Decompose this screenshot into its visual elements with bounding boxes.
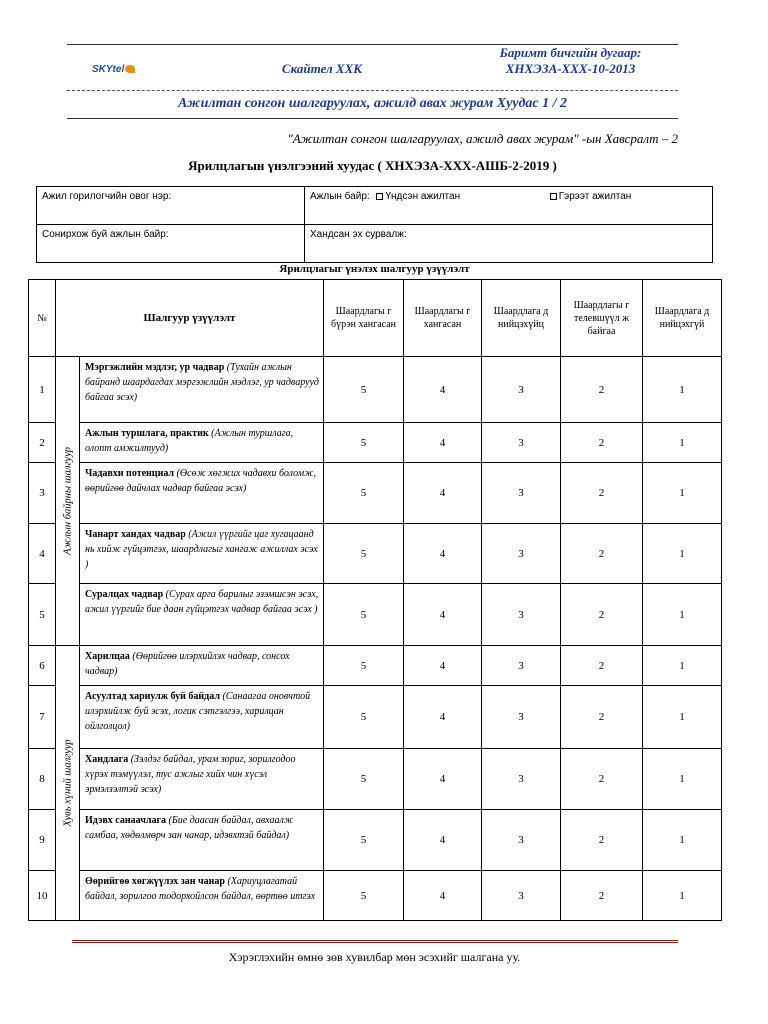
score-option[interactable]: 1 [643,810,722,871]
criterion-title: Чанарт хандах чадвар [85,529,186,540]
criterion-description [80,463,324,524]
criterion-detail: (Тухайн ажлын байранд шаардагдах мэргэжлийн мэдлэг, ур чадварууд байгаа эсэх) [85,362,319,403]
score-option[interactable]: 3 [482,584,561,646]
score-option[interactable]: 3 [482,524,561,584]
criterion-title: Идэвх санаачлага [85,815,167,826]
criterion-detail: (Өсөж хөгжих чадавхи боломж, өөрийгөө дайчлах чадвар байгаа эсэх) [85,468,316,494]
row-number: 6 [29,646,56,686]
score-option[interactable]: 4 [404,646,482,686]
criterion-detail: (Ажил үүргийг цаг хугацаанд нь хийж гүйцэтгэх, шаардлагыг хангаж ажиллах эсэх ) [85,529,318,570]
criteria-caption: Ярилцлагыг үнэлэх шалгуур үзүүлэлт [279,263,470,275]
score-option[interactable]: 5 [324,357,404,423]
main-employee-checkbox[interactable] [376,193,383,200]
col-header-score: Шаардлагы г телевшүүл ж байгаа [561,280,643,357]
doc-number-label: Баримт бичгийн дугаар: [499,45,642,60]
score-option[interactable]: 3 [482,463,561,524]
main-employee-label: Үндсэн ажилтан [385,191,461,202]
job-type-cell [305,187,713,225]
score-option[interactable]: 2 [561,584,643,646]
candidate-name-cell[interactable] [37,187,305,225]
score-option[interactable]: 1 [643,686,722,749]
criterion-description [80,524,324,584]
score-option[interactable]: 1 [643,749,722,810]
table-row [29,463,722,524]
criterion-detail: (Ажлын туршлага, олопт амжилтууд) [85,428,294,454]
criterion-title: Өөрийгөө хөгжүүлэх зан чанар [85,876,225,887]
table-row [29,524,722,584]
criterion-detail: (Зэлдэг байдал, урам зориг, зорилгодоо хүрэх тэмүүлэл, тус ажлыг хийх чин хүсэл эрмэлзэлтэй эсэх) [85,754,296,795]
criterion-detail: (Өөрийгөө илэрхийлэх чадвар, сонсох чадвар) [85,651,290,677]
criteria-table [28,279,722,921]
criterion-detail: (Хариуцлагатай байдал, зорилгоо тодорхойлсон байдал, өөртөө итгэх [85,876,316,902]
score-option[interactable]: 5 [324,584,404,646]
score-option[interactable]: 4 [404,871,482,921]
score-option[interactable]: 2 [561,357,643,423]
criterion-description [80,749,324,810]
score-option[interactable]: 2 [561,686,643,749]
criterion-detail: (Бие даасан байдал, авхаалж самбаа, хөдөлмөрч зан чанар, идэвхтэй байдал) [85,815,294,841]
criterion-title: Харилцаа [85,651,130,662]
criterion-title: Асуултад хариулж буй байдал [85,691,220,702]
score-option[interactable]: 3 [482,423,561,463]
criterion-description [80,584,324,646]
header-dashed-rule [67,90,678,91]
score-option[interactable]: 1 [643,524,722,584]
criterion-description [80,646,324,686]
score-option[interactable]: 4 [404,810,482,871]
criterion-title: Хандлага [85,754,129,765]
footer-rule [72,940,678,943]
doc-number-value: ХНХЭЗА-ХХХ-10-2013 [505,61,636,76]
logo-swoosh-icon [125,65,135,73]
criterion-description [80,810,324,871]
score-option[interactable]: 2 [561,749,643,810]
footer-note: Хэрэглэхийн өмнө зөв хувилбар мөн эсэхийг шалгана уу. [228,950,521,964]
criterion-title: Чадавхи потенциал [85,468,175,479]
row-number: 4 [29,524,56,584]
score-option[interactable]: 1 [643,871,722,921]
score-option[interactable]: 2 [561,423,643,463]
criterion-detail: (Сурах арга барилыг эзэмшсэн эсэх, ажил үүргийг бие даан гүйцэтгэх чадвар байгаа эсэх ) [85,589,319,615]
contract-employee-checkbox[interactable] [550,193,557,200]
score-option[interactable]: 5 [324,810,404,871]
table-row [29,686,722,749]
col-header-score: Шаардлага д нийцэхгүй [643,280,722,357]
table-row [29,584,722,646]
col-header-score: Шаардлага д нийцэхүйц [482,280,561,357]
score-option[interactable]: 5 [324,686,404,749]
score-option[interactable]: 4 [404,524,482,584]
candidate-info-table [36,186,713,263]
table-row [29,646,722,686]
score-option[interactable]: 2 [561,524,643,584]
source-cell[interactable] [305,225,713,263]
score-option[interactable]: 4 [404,357,482,423]
score-option[interactable]: 4 [404,423,482,463]
table-row [29,423,722,463]
score-option[interactable]: 5 [324,463,404,524]
score-option[interactable]: 5 [324,871,404,921]
row-number: 1 [29,357,56,423]
table-row [29,749,722,810]
interested-position-cell[interactable] [37,225,305,263]
score-option[interactable]: 3 [482,357,561,423]
score-option[interactable]: 1 [643,357,722,423]
procedure-title: Ажилтан сонгон шалгаруулах, ажилд авах журам Хуудас 1 / 2 [177,96,568,111]
criterion-title: Мэргэжлийн мэдлэг, ур чадвар [85,362,225,373]
score-option[interactable]: 2 [561,463,643,524]
row-number: 5 [29,584,56,646]
score-option[interactable]: 4 [404,463,482,524]
score-option[interactable]: 5 [324,646,404,686]
row-number: 3 [29,463,56,524]
contract-employee-label: Гэрээт ажилтан [558,191,632,202]
appendix-line: "Ажилтан сонгон шалгаруулах, ажилд авах журам" -ын Хавсралт – 2 [287,131,678,146]
col-header-criteria: Шалгуур үзүүлэлт [56,280,324,357]
score-option[interactable]: 5 [324,423,404,463]
job-place-label: Ажлын байр: [310,191,370,202]
row-number: 2 [29,423,56,463]
score-option[interactable]: 3 [482,749,561,810]
score-option[interactable]: 5 [324,524,404,584]
score-option[interactable]: 3 [482,686,561,749]
criterion-description [80,686,324,749]
interested-position-label: Сонирхож буй ажлын байр: [42,229,169,240]
table-row [29,810,722,871]
table-row [29,357,722,423]
score-option[interactable]: 2 [561,871,643,921]
score-option[interactable]: 4 [404,584,482,646]
header-bottom-rule [67,118,678,119]
group-label: Ажлын байрны шалгуур [62,447,73,555]
criterion-title: Суралцах чадвар [85,589,164,600]
criterion-description [80,423,324,463]
criterion-description [80,357,324,423]
score-option[interactable]: 1 [643,646,722,686]
col-header-score: Шаардлагы г бүрэн хангасан [324,280,404,357]
score-option[interactable]: 3 [482,871,561,921]
score-option[interactable]: 5 [324,749,404,810]
row-number: 8 [29,749,56,810]
row-number: 9 [29,810,56,871]
score-option[interactable]: 1 [643,584,722,646]
col-header-score: Шаардлагы г хангасан [404,280,482,357]
criterion-description [80,871,324,921]
company-logo: SKYtel [92,64,135,75]
score-option[interactable]: 3 [482,810,561,871]
criterion-detail: (Санаагаа оновчтой илэрхийлж буй эсэх, логик сэтгэлгээ, харилцан ойлголцол) [85,691,311,732]
group-label-cell [56,646,80,921]
source-label: Хандсан эх сурвалж: [310,229,407,240]
group-label: Хувь хүний шалгуур [62,739,73,827]
col-header-num: № [29,280,56,357]
row-number: 10 [29,871,56,921]
score-option[interactable]: 1 [643,423,722,463]
row-number: 7 [29,686,56,749]
form-title: Ярилцлагын үнэлгээний хуудас ( ХНХЭЗА-ХХХ-АШБ-2-2019 ) [188,158,557,173]
group-label-cell [56,357,80,646]
table-row [29,871,722,921]
score-option[interactable]: 4 [404,749,482,810]
criterion-title: Ажлын туршлага, практик [85,428,209,439]
score-option[interactable]: 1 [643,463,722,524]
score-option[interactable]: 3 [482,646,561,686]
score-option[interactable]: 2 [561,646,643,686]
candidate-name-label: Ажил горилогчийн овог нэр: [42,191,172,202]
score-option[interactable]: 4 [404,686,482,749]
score-option[interactable]: 2 [561,810,643,871]
company-name: Скайтел ХХК [281,61,363,76]
